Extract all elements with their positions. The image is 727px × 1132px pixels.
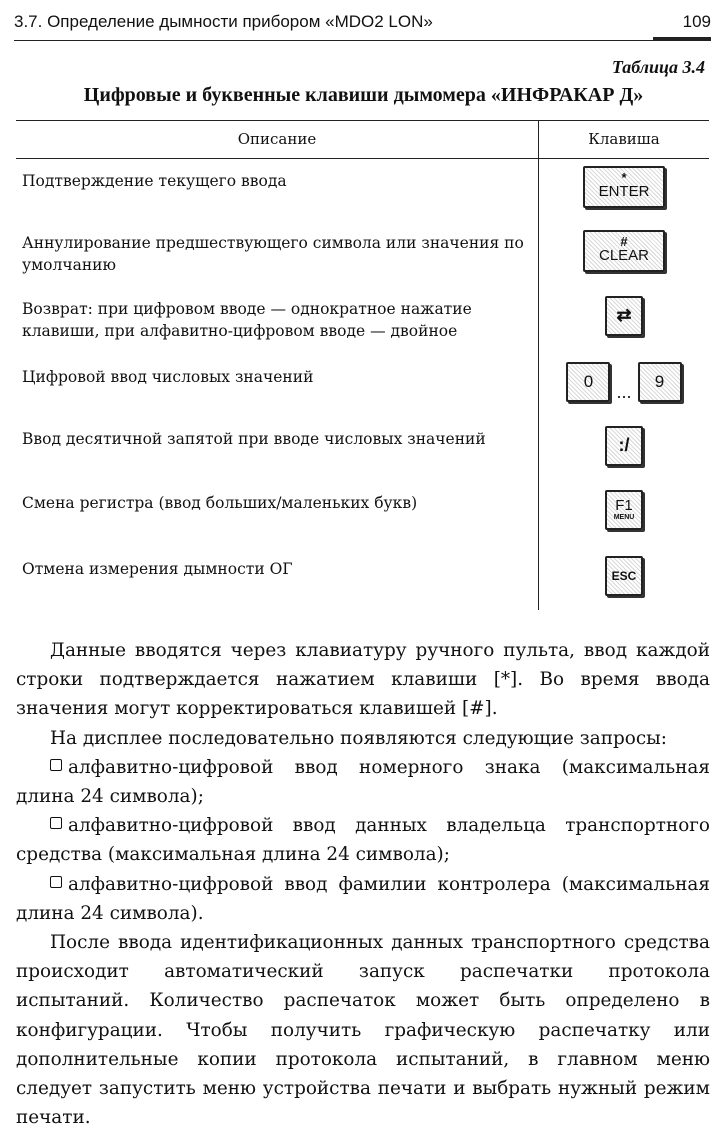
table-row-key <box>539 230 709 272</box>
table-row-description: Отмена измерения дымности ОГ <box>22 560 293 578</box>
paragraph: Данные вводятся через клавиатуру ручного пульта, ввод каждой строки подтверждается нажатием клавиши [*]. Во время ввода значения могут корректироваться клавишей [#]. <box>16 640 710 720</box>
table-row-description: Аннулирование предшествующего символа или значения по умолчанию <box>22 234 524 274</box>
return-arrows-key-icon: ⇄ <box>605 296 643 336</box>
page-number: 109 <box>682 12 711 31</box>
column-header-description: Описание <box>237 130 317 148</box>
header-rule <box>14 40 711 41</box>
header-rule-accent <box>653 37 711 41</box>
table-row-description: Цифровой ввод числовых значений <box>22 368 314 386</box>
running-header <box>14 8 711 38</box>
table-row-description: Ввод десятичной запятой при вводе числовых значений <box>22 430 486 448</box>
checkbox-bullet-icon <box>50 817 62 829</box>
running-header-section: 3.7. Определение дымности прибором «MDO2 LON» <box>14 12 433 31</box>
key-table <box>16 120 709 610</box>
digit-range-ellipsis: ... <box>616 382 632 402</box>
paragraph: На дисплее последовательно появляются следующие запросы: <box>50 727 667 749</box>
table-row-description: Смена регистра (ввод больших/маленьких букв) <box>22 494 418 512</box>
table-number: Таблица 3.4 <box>611 57 705 77</box>
table-title: Цифровые и буквенные клавиши дымомера «ИНФРАКАР Д» <box>83 84 644 106</box>
table-header-rule <box>16 158 709 159</box>
bullet-item: алфавитно-цифровой ввод номерного знака (максимальная длина 24 символа); <box>16 756 710 808</box>
digit-0-key-icon: 0 <box>566 362 610 402</box>
enter-key-icon: * ENTER <box>583 166 665 208</box>
table-row-key <box>539 556 709 596</box>
checkbox-bullet-icon <box>50 759 62 771</box>
table-row-key <box>539 166 709 208</box>
digit-9-key-icon: 9 <box>638 362 682 402</box>
column-header-key: Клавиша <box>588 130 660 148</box>
checkbox-bullet-icon <box>50 876 62 888</box>
body-text <box>16 636 710 1132</box>
bullet-item: алфавитно-цифровой ввод фамилии контролера (максимальная длина 24 символа). <box>16 873 710 924</box>
table-top-rule <box>16 120 709 121</box>
bullet-item: алфавитно-цифровой ввод данных владельца транспортного средства (максимальная длина 24 символа); <box>16 815 710 866</box>
f1-menu-key-icon: F1 MENU <box>605 490 643 530</box>
table-row-key <box>539 490 709 530</box>
clear-key-icon: # CLEAR <box>583 230 665 272</box>
table-row-key <box>539 362 709 403</box>
esc-key-icon: ESC <box>605 556 643 596</box>
paragraph: После ввода идентификационных данных транспортного средства происходит автоматический запуск распечатки протокола испытаний. Количество распечаток может быть определено в конфигурации. Чтобы получить графическую распечатку или дополнительные копии протокола испытаний, в главном меню следует запустить меню устройства печати и выбрать нужный режим печати. <box>16 932 710 1129</box>
table-row-key <box>539 426 709 466</box>
table-row-description: Подтверждение текущего ввода <box>22 172 287 190</box>
decimal-key-icon: :/ <box>605 426 643 466</box>
table-row-key <box>539 296 709 336</box>
table-row-description: Возврат: при цифровом вводе — однократное нажатие клавиши, при алфавитно-цифровом вводе — двойное <box>22 300 472 340</box>
